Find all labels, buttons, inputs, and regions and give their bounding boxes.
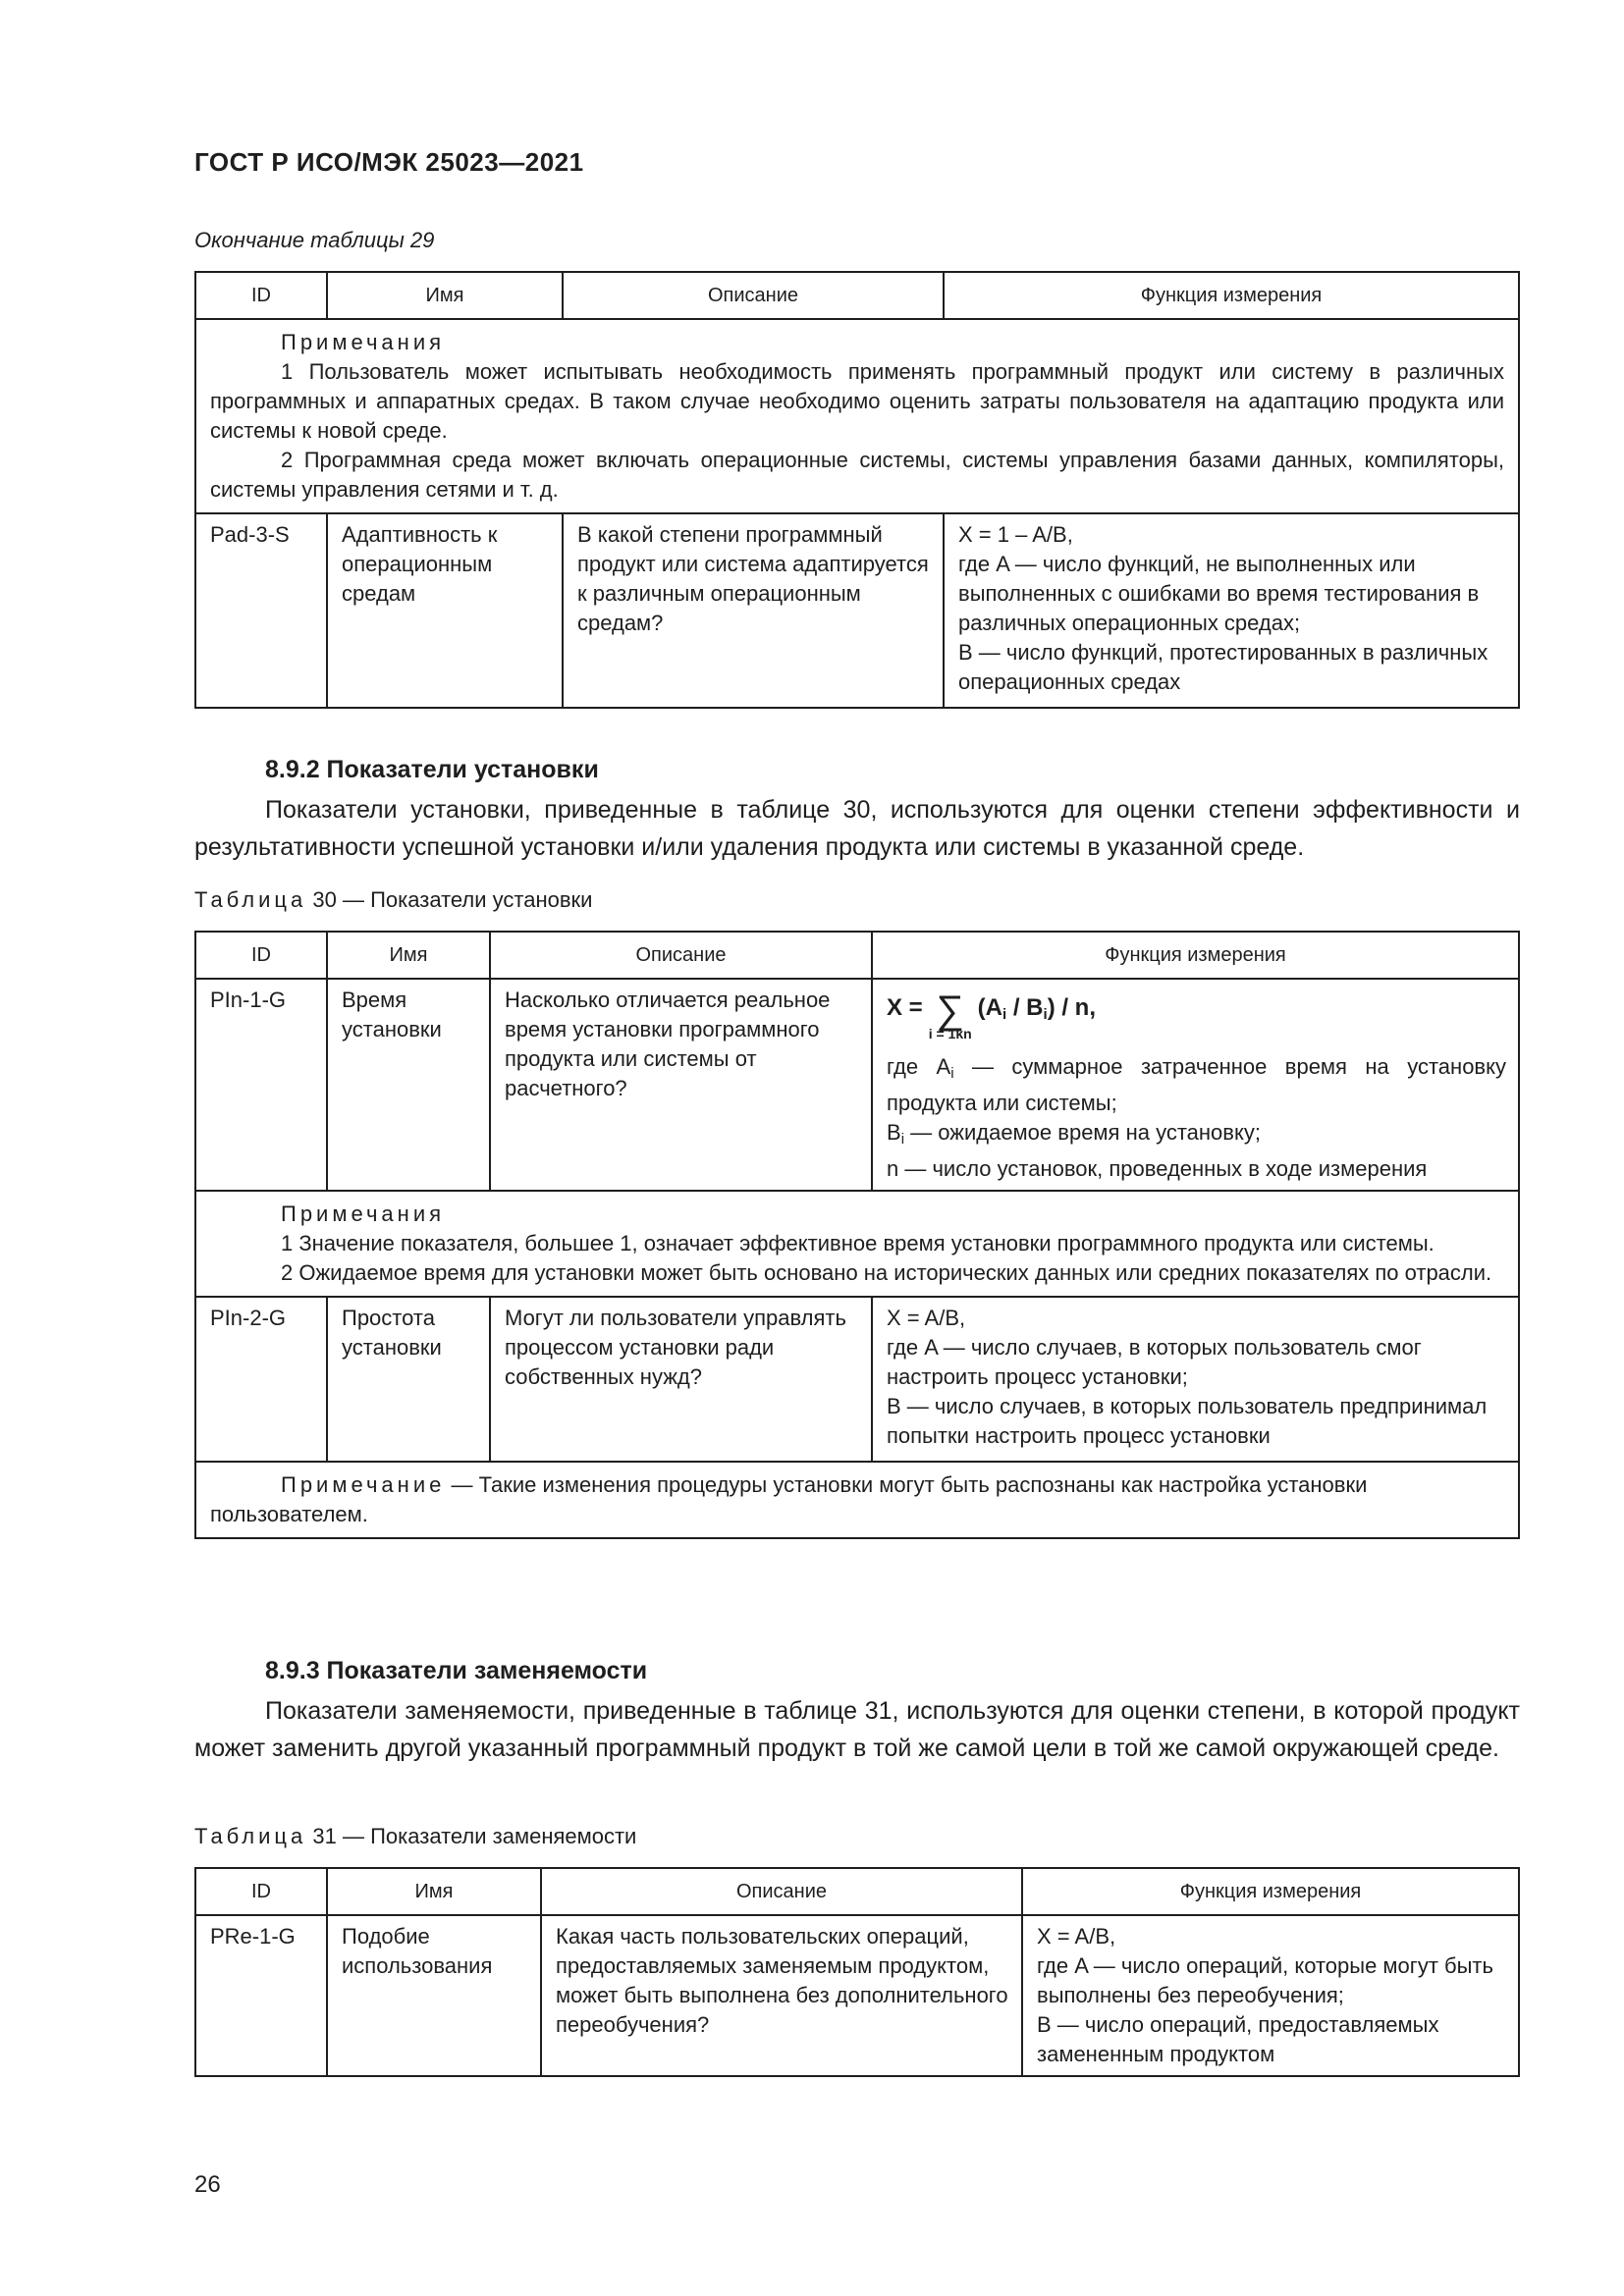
formula-sub: i xyxy=(1043,1006,1048,1023)
note-1: 1 Значение показателя, большее 1, означает эффективное время установки программного продукта или системы. xyxy=(281,1231,1435,1255)
formula-sub: i xyxy=(1002,1006,1007,1023)
cell-description: В какой степени программный продукт или система адаптируется к различным операционным средам? xyxy=(563,513,944,708)
function-line xyxy=(887,1052,1506,1118)
column-header-name: Имя xyxy=(327,272,563,319)
sum-index: i = 1kn xyxy=(928,1026,972,1041)
cell-id: PRe-1-G xyxy=(195,1915,327,2076)
note-text: — Такие изменения процедуры установки могут быть распознаны как настройка установки пользователем. xyxy=(210,1472,1368,1526)
notes-title: Примечания xyxy=(281,1201,446,1226)
function-line: n — число установок, проведенных в ходе измерения xyxy=(887,1156,1428,1181)
formula-part: ) / n, xyxy=(1047,994,1097,1021)
note-title: Примечание xyxy=(281,1472,446,1497)
column-header-id: ID xyxy=(195,272,327,319)
cell-id: PIn-2-G xyxy=(195,1297,327,1462)
column-header-id: ID xyxy=(195,932,327,979)
formula-part: (A xyxy=(977,994,1002,1021)
table-header-row xyxy=(195,932,1519,979)
sigma-icon: ∑ xyxy=(936,988,964,1032)
notes-row xyxy=(195,1191,1519,1297)
function-line: X = A/B, xyxy=(887,1306,966,1330)
notes-row xyxy=(195,1462,1519,1538)
notes-row xyxy=(195,319,1519,513)
caption-text: 30 — Показатели установки xyxy=(312,887,593,912)
text-part: — ожидаемое время на установку; xyxy=(904,1120,1261,1145)
function-line: X = A/B, xyxy=(1037,1924,1116,1949)
cell-name: Время установки xyxy=(327,979,490,1191)
page-number: 26 xyxy=(194,2171,221,2198)
table-row xyxy=(195,513,1519,708)
table-row xyxy=(195,979,1519,1191)
table-31 xyxy=(194,1867,1520,2077)
table29-caption: Окончание таблицы 29 xyxy=(194,228,435,252)
note-2: 2 Программная среда может включать операционные системы, системы управления базами данных, компиляторы, системы управления сетями и т. д. xyxy=(210,448,1504,502)
formula-part: / B xyxy=(1006,994,1044,1021)
function-line: где A — число случаев, в которых пользователь смог настроить процесс установки; xyxy=(887,1335,1422,1389)
column-header-description: Описание xyxy=(541,1868,1022,1915)
table-30 xyxy=(194,931,1520,1539)
function-line: X = 1 – A/B, xyxy=(958,522,1073,547)
cell-id: Pad-3-S xyxy=(195,513,327,708)
cell-function xyxy=(872,979,1519,1191)
table30-caption xyxy=(194,887,592,913)
sum-symbol xyxy=(928,988,972,1041)
table-header-row xyxy=(195,1868,1519,1915)
section-title: 8.9.3 Показатели заменяемости xyxy=(265,1657,648,1684)
column-header-name: Имя xyxy=(327,1868,541,1915)
cell-name: Подобие использования xyxy=(327,1915,541,2076)
caption-word: Таблица xyxy=(194,1824,307,1848)
note-1: 1 Пользователь может испытывать необходимость применять программный продукт или систему в различных программных и аппаратных средах. В таком случае необходимо оценить затраты пользователя на адаптацию продукта или системы к новой среде. xyxy=(210,359,1504,443)
table-row xyxy=(195,1297,1519,1462)
function-line xyxy=(887,1118,1506,1154)
cell-function xyxy=(872,1297,1519,1462)
cell-function xyxy=(1022,1915,1519,2076)
formula-x: X = xyxy=(887,994,923,1021)
notes-title: Примечания xyxy=(281,330,446,354)
column-header-name: Имя xyxy=(327,932,490,979)
cell-function xyxy=(944,513,1519,708)
text-sub: i xyxy=(950,1065,954,1082)
section-title: 8.9.2 Показатели установки xyxy=(265,756,599,783)
table-29 xyxy=(194,271,1520,709)
caption-word: Таблица xyxy=(194,887,307,912)
formula xyxy=(887,988,1506,1052)
column-header-description: Описание xyxy=(490,932,872,979)
text-part: где A xyxy=(887,1054,951,1079)
text-part: B xyxy=(887,1120,901,1145)
function-line: B — число операций, предоставляемых замененным продуктом xyxy=(1037,2012,1439,2066)
table31-caption xyxy=(194,1824,636,1849)
text-sub: i xyxy=(900,1131,905,1148)
section-paragraph: Показатели установки, приведенные в таблице 30, используются для оценки степени эффективности и результативности успешной установки и/или удаления продукта или системы в указанной среде. xyxy=(194,796,1520,861)
column-header-function: Функция измерения xyxy=(872,932,1519,979)
column-header-function: Функция измерения xyxy=(944,272,1519,319)
formula-body xyxy=(978,993,1096,1030)
function-line: B — число случаев, в которых пользователь предпринимал попытки настроить процесс установки xyxy=(887,1394,1488,1448)
cell-description: Какая часть пользовательских операций, предоставляемых заменяемым продуктом, может быть выполнена без дополнительного переобучения? xyxy=(541,1915,1022,2076)
function-line: B — число функций, протестированных в различных операционных средах xyxy=(958,640,1489,694)
function-line: где A — число операций, которые могут быть выполнены без переобучения; xyxy=(1037,1953,1493,2007)
column-header-id: ID xyxy=(195,1868,327,1915)
cell-description: Могут ли пользователи управлять процессом установки ради собственных нужд? xyxy=(490,1297,872,1462)
cell-name: Простота установки xyxy=(327,1297,490,1462)
column-header-function: Функция измерения xyxy=(1022,1868,1519,1915)
caption-text: 31 — Показатели заменяемости xyxy=(312,1824,637,1848)
note-2: 2 Ожидаемое время для установки может быть основано на исторических данных или средних показателях по отрасли. xyxy=(281,1260,1492,1285)
column-header-description: Описание xyxy=(563,272,944,319)
table-row xyxy=(195,1915,1519,2076)
text-part: — суммарное затраченное время на установку продукта или системы; xyxy=(887,1054,1506,1115)
cell-description: Насколько отличается реальное время установки программного продукта или системы от расчетного? xyxy=(490,979,872,1191)
table-header-row xyxy=(195,272,1519,319)
cell-name: Адаптивность к операционным средам xyxy=(327,513,563,708)
document-header: ГОСТ Р ИСО/МЭК 25023—2021 xyxy=(194,147,584,177)
cell-id: PIn-1-G xyxy=(195,979,327,1191)
section-paragraph: Показатели заменяемости, приведенные в таблице 31, используются для оценки степени, в которой продукт может заменить другой указанный программный продукт в той же самой цели в той же самой окружающей среде. xyxy=(194,1697,1520,1762)
function-line: где A — число функций, не выполненных или выполненных с ошибками во время тестирования в различных операционных средах; xyxy=(958,552,1480,635)
